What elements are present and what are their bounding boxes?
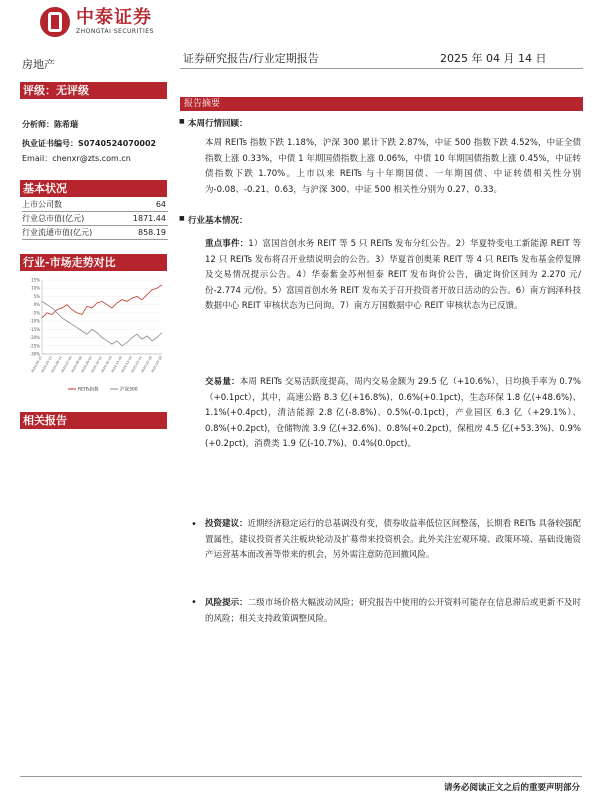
- analyst-line: [22, 120, 78, 130]
- reg-label: 执业证书编号：: [22, 139, 78, 148]
- basic-row: [22, 212, 168, 226]
- trade-text: 本周 REITs 交易活跃度提高，周内交易金额为 29.5 亿（+10.6%），日均换手率为 0.7%（+0.1pct），其中，高速公路 8.3 亿(+16.8%)、0.6%(+0.1pct)，生态环保 1.8 亿(+48.6%)、1.1%(+0.4pct)，清洁能源 2.8 亿(-8.8%)、0.5%(-0.1pct)，产业园区 6.3 亿（+29.1%）、0.8%(+0.2pct)，仓储物流 3.9 亿(+32.6%)、0.8%(+0.2pct)，保租房 4.5 亿(+53.3%)、0.9%(+0.2pct)，消费类 1.9 亿(-10.7%)、0.4%(0.0pct)。: [205, 377, 581, 449]
- x-tick-label: 2024-09-03: [80, 355, 93, 374]
- reg-no: S0740524070002: [78, 139, 157, 148]
- x-tick-label: 2025-01-21: [130, 355, 143, 374]
- footer-divider: [20, 776, 582, 777]
- logo-en: ZHONGTAI SECURITIES: [76, 28, 154, 35]
- x-tick-label: 2024-08-06: [70, 355, 83, 374]
- basic-row-label: 行业流通市值(亿元): [22, 228, 93, 237]
- bullet-icon: •: [191, 519, 197, 530]
- x-tick-label: 2024-11-26: [110, 355, 123, 374]
- analyst-name: 陈希瑞: [54, 120, 78, 129]
- x-tick-label: 2025-02-18: [140, 355, 153, 374]
- report-type: 证券研究报告/行业定期报告: [183, 52, 319, 65]
- logo-cn: 中泰证券: [76, 7, 152, 28]
- related-reports-bar: 相关报告: [20, 412, 167, 429]
- y-tick-label: -10%: [29, 318, 40, 324]
- y-tick-label: 10%: [31, 285, 40, 291]
- risk-paragraph: [205, 596, 581, 627]
- weekly-review-title: ■ 本周行情回顾：: [188, 117, 248, 129]
- x-tick-label: 2024-10-01: [90, 355, 103, 374]
- reg-line: [22, 139, 156, 149]
- logo-mark-icon: [40, 7, 70, 37]
- report-date: 2025 年 04 月 14 日: [440, 52, 547, 65]
- y-tick-label: 5%: [33, 293, 40, 299]
- footer-disclaimer: 请务必阅读正文之后的重要声明部分: [443, 783, 580, 793]
- events-text: 1）富国首创水务 REIT 等 5 只 REITs 发布分红公告。2）华夏特变电工新能源 REIT 等 12 只 REITs 发布将召开业绩说明会的公告。3）华夏首创奥莱 REIT 等 4 只 REITs 发布基金停复牌及交易情况提示公告。4）华泰紫金苏州恒泰 REIT 发布询价公告，确定询价区间为 2.270 元/份-2.774 元/份。5）富国首创水务 REIT 发布关于召开投资者开放日活动的公告。6）南方润泽科技数据中心 REIT 审核状态为已问询。7）南方万国数据中心 REIT 审核状态为已反馈。: [205, 239, 581, 311]
- y-tick-label: -5%: [32, 310, 40, 316]
- trade-paragraph: [205, 375, 581, 453]
- weekly-review-text: 本周 REITs 指数下跌 1.18%，沪深 300 累计下跌 2.87%，中证 500 指数下跌 4.52%，中证全债指数上涨 0.33%，中债 1 年期国债指数上涨 0.06%，中债 10 年期国债指数上涨 0.45%，中证转债指数下跌 1.70%。上市以来 REITs 与十年期国债、一年期国债、中证转债相关性分别为-0.08、-0.21、0.63，与沪深 300、中证 500 相关性分别为 0.27、0.33。: [205, 138, 581, 195]
- y-tick-label: -30%: [29, 351, 40, 357]
- industry-title: ■ 行业基本情况：: [188, 214, 248, 226]
- basic-row-value: 64: [155, 200, 166, 209]
- x-tick-label: 2024-12-24: [120, 355, 133, 374]
- basic-row-value: 858.19: [138, 228, 166, 237]
- trend-bar: 行业-市场走势对比: [20, 254, 167, 271]
- basic-info-bar: 基本状况: [20, 180, 167, 197]
- x-tick-label: 2024-07-09: [60, 355, 73, 374]
- risk-lead: 风险提示：: [205, 598, 248, 608]
- trade-lead: 交易量：: [205, 377, 240, 387]
- analyst-label: 分析师：: [22, 120, 54, 129]
- x-tick-label: 2025-03-18: [150, 355, 163, 374]
- y-tick-label: -15%: [29, 326, 40, 332]
- events-lead: 重点事件：: [205, 239, 249, 249]
- x-tick-label: 2024-06-11: [50, 355, 63, 374]
- email-link[interactable]: chenxr@zts.com.cn: [52, 154, 131, 163]
- basic-row: [22, 198, 168, 212]
- trend-chart: [20, 272, 170, 397]
- risk-text: 二级市场价格大幅波动风险；研究报告中使用的公开资料可能存在信息滞后或更新不及时的风险；相关支持政策调整风险。: [205, 598, 581, 624]
- x-tick-label: 2024-04-15: [30, 355, 43, 374]
- y-tick-label: -20%: [29, 335, 40, 341]
- rating-bar: 评级：无评级: [20, 82, 167, 99]
- basic-row: [22, 226, 168, 240]
- email-line: [22, 154, 131, 164]
- sector-label: 房地产: [22, 58, 55, 71]
- logo-text: [76, 8, 154, 36]
- bullet-icon: •: [191, 597, 197, 608]
- series-line: [42, 301, 162, 345]
- x-tick-label: 2024-05-13: [40, 355, 53, 374]
- advice-text: 近期经济稳定运行的总基调没有变，债券收益率低位区间整荡，长期看 REITs 具备较强配置属性，建议投资者关注板块轮动及扩募带来投资机会。此外关注宏观环境、政策环境、基础设施资产运营基本面改善等带来的机会，另外需注意防范回撤风险。: [205, 519, 581, 560]
- basic-row-label: 行业总市值(亿元): [22, 214, 85, 223]
- summary-title: 报告摘要: [180, 97, 583, 111]
- legend-label: REITs指数: [78, 387, 99, 393]
- y-tick-label: 15%: [31, 277, 40, 283]
- header-divider: [180, 68, 583, 69]
- email-label: Email：: [22, 154, 53, 163]
- basic-row-label: 上市公司数: [22, 200, 62, 209]
- basic-row-value: 1871.44: [132, 214, 166, 223]
- y-tick-label: 0%: [33, 302, 40, 308]
- events-paragraph: [205, 237, 581, 315]
- y-tick-label: -25%: [29, 343, 40, 349]
- x-tick-label: 2024-10-29: [100, 355, 113, 374]
- company-logo: [40, 6, 154, 38]
- advice-paragraph: [205, 517, 581, 564]
- legend-label: 沪深300: [120, 387, 138, 393]
- advice-lead: 投资建议：: [205, 519, 248, 529]
